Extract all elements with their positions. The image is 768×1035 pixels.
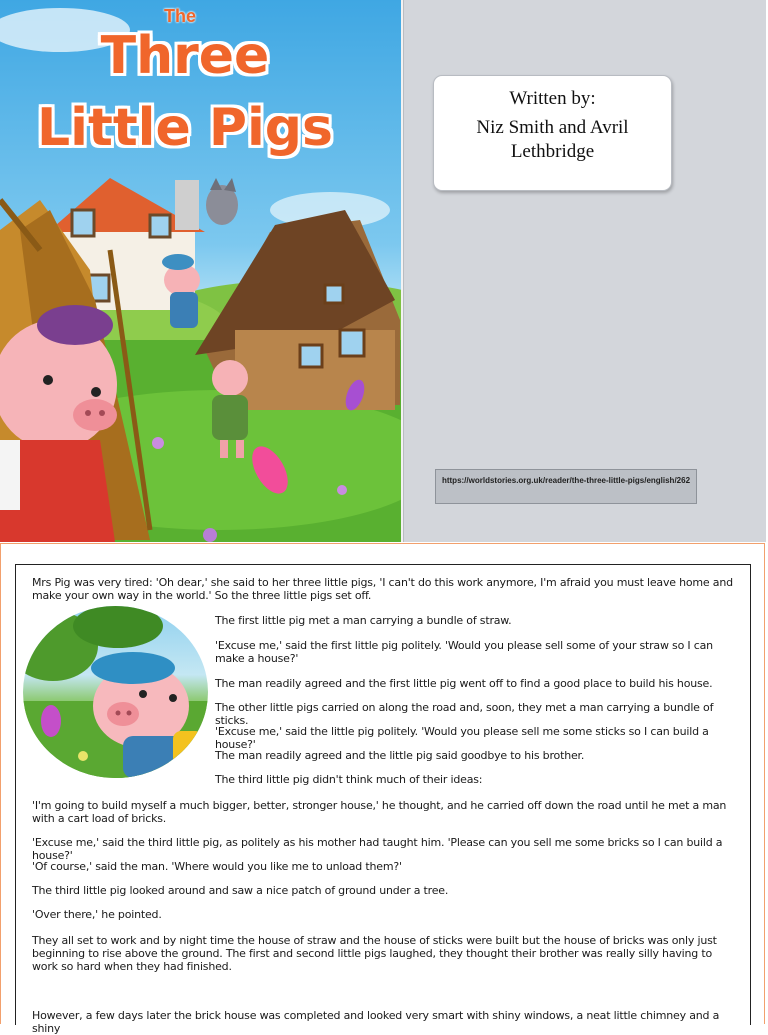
story-paragraph-9: 'I'm going to build myself a much bigger, better, stronger house,' he thought, and he carried off down the road until he met a man with a cart load of bricks. xyxy=(32,799,727,825)
story-paragraph-7: The man readily agreed and the little pig said goodbye to his brother. xyxy=(215,749,585,762)
story-paragraph-3: 'Excuse me,' said the first little pig politely. 'Would you please sell some of your straw so I can make a house?' xyxy=(215,639,713,665)
story-paragraph-10: 'Excuse me,' said the third little pig, as politely as his mother had taught him. 'Please can you sell me some bricks so I can build a house?' xyxy=(32,836,723,862)
story-paragraph-4: The man readily agreed and the first little pig went off to find a good place to build his house. xyxy=(215,677,713,690)
story-paragraph-6: 'Excuse me,' said the little pig politely. 'Would you please sell me some sticks so I can build a house?' xyxy=(215,725,709,751)
author-names: Niz Smith and Avril Lethbridge xyxy=(476,117,629,162)
author-heading: Written by: xyxy=(509,88,596,109)
author-box xyxy=(433,75,672,191)
story-paragraph-15: However, a few days later the brick house was completed and looked very smart with shiny windows, a neat little chimney and a shiny xyxy=(32,1009,720,1035)
story-paragraph-14: They all set to work and by night time the house of straw and the house of sticks were built but the house of bricks was only just beginning to rise above the ground. The first and second little pigs laughed, they thought their brother was really silly having to work so hard when they had finished. xyxy=(32,934,717,973)
story-paragraph-5: The other little pigs carried on along the road and, soon, they met a man carrying a bundle of sticks. xyxy=(215,701,714,727)
story-paragraph-8: The third little pig didn't think much of their ideas: xyxy=(215,773,483,786)
story-illustration xyxy=(23,606,208,778)
story-paragraph-13: 'Over there,' he pointed. xyxy=(32,908,162,921)
cover-title-line2: Little Pigs xyxy=(37,98,333,158)
story-paragraph-12: The third little pig looked around and saw a nice patch of ground under a tree. xyxy=(32,884,449,897)
pig-illustration xyxy=(23,606,208,778)
story-paragraph-2: The first little pig met a man carrying a bundle of straw. xyxy=(215,614,512,627)
cover-title-line1: Three xyxy=(100,26,270,86)
story-paragraph-1: Mrs Pig was very tired: 'Oh dear,' she said to her three little pigs, 'I can't do this work anymore, I'm afraid you must leave home and make your own way in the world.' So the three little pigs set off. xyxy=(32,576,733,602)
book-cover xyxy=(0,0,401,542)
cover-title-small: The xyxy=(164,6,197,26)
story-paragraph-11: 'Of course,' said the man. 'Where would you like me to unload them?' xyxy=(32,860,402,873)
source-url[interactable]: https://worldstories.org.uk/reader/the-three-little-pigs/english/262 xyxy=(435,469,697,504)
